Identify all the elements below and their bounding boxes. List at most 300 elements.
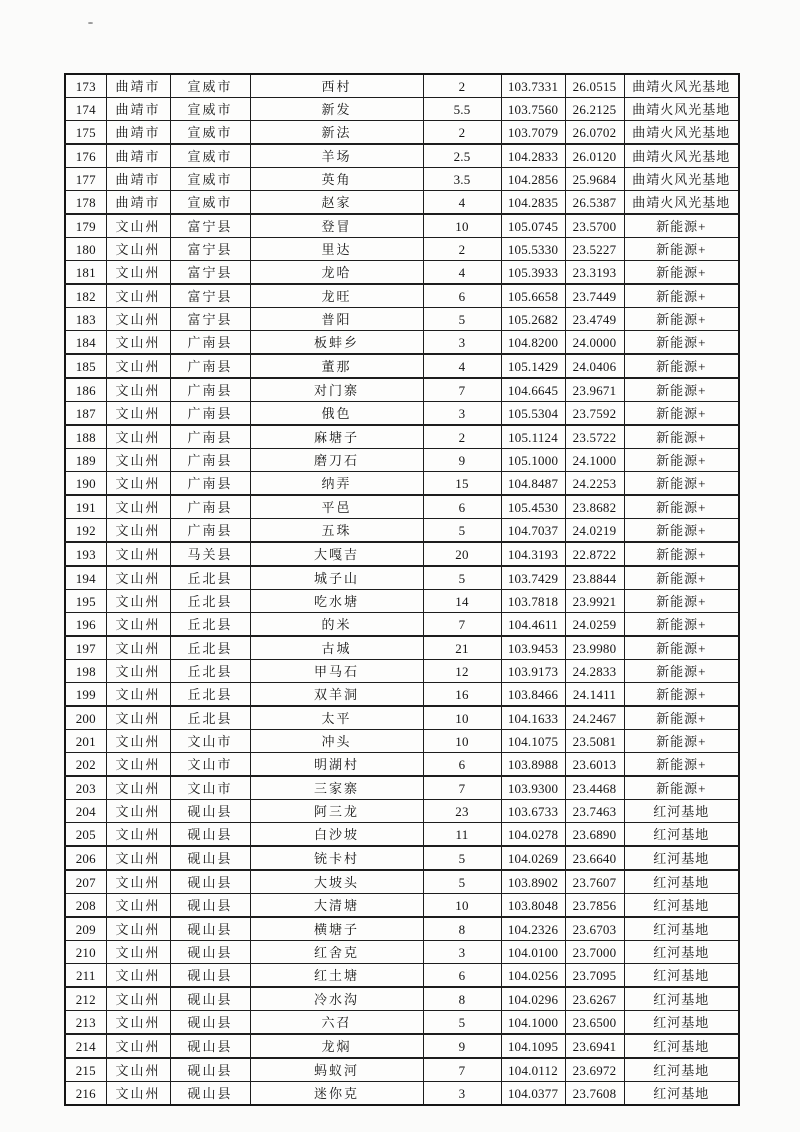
cell-site: 阿三龙 [250,800,423,823]
cell-site: 董那 [250,354,423,378]
cell-site: 吃水塘 [250,590,423,613]
cell-capacity: 7 [423,776,501,800]
cell-site: 龙焖 [250,1034,423,1058]
cell-site: 英角 [250,168,423,191]
table-row [65,613,739,637]
cell-index: 187 [65,402,106,426]
cell-county: 丘北县 [170,590,250,613]
cell-latitude: 23.7449 [565,284,624,308]
table-row [65,1034,739,1058]
table-row [65,706,739,730]
cell-county: 广南县 [170,331,250,355]
cell-longitude: 103.6733 [501,800,565,823]
cell-base: 新能源+ [624,566,739,590]
cell-county: 丘北县 [170,660,250,683]
cell-longitude: 103.7818 [501,590,565,613]
cell-site: 大清塘 [250,894,423,918]
cell-site: 平邑 [250,495,423,519]
cell-index: 197 [65,636,106,660]
table-row [65,636,739,660]
cell-capacity: 9 [423,449,501,472]
cell-latitude: 23.9980 [565,636,624,660]
cell-capacity: 7 [423,378,501,402]
cell-prefecture: 文山州 [106,495,170,519]
cell-capacity: 2 [423,74,501,98]
cell-county: 宣威市 [170,191,250,215]
cell-latitude: 23.7095 [565,964,624,988]
cell-latitude: 23.6640 [565,846,624,870]
table-row [65,378,739,402]
cell-longitude: 103.9300 [501,776,565,800]
cell-base: 新能源+ [624,378,739,402]
sites-table [64,73,740,1106]
cell-index: 174 [65,98,106,121]
cell-index: 194 [65,566,106,590]
table-row [65,308,739,331]
cell-longitude: 103.8902 [501,870,565,894]
table-row [65,144,739,168]
cell-site: 纳弄 [250,472,423,496]
cell-base: 新能源+ [624,636,739,660]
cell-latitude: 23.7592 [565,402,624,426]
cell-longitude: 104.0100 [501,941,565,964]
cell-index: 215 [65,1058,106,1082]
cell-capacity: 5 [423,1011,501,1035]
cell-prefecture: 文山州 [106,730,170,753]
cell-capacity: 7 [423,613,501,637]
table-row [65,284,739,308]
table-row [65,566,739,590]
cell-base: 红河基地 [624,823,739,847]
cell-prefecture: 文山州 [106,402,170,426]
cell-latitude: 23.3193 [565,261,624,285]
cell-latitude: 23.5700 [565,214,624,238]
table-row [65,354,739,378]
cell-index: 206 [65,846,106,870]
cell-latitude: 24.1411 [565,683,624,707]
cell-longitude: 104.0278 [501,823,565,847]
cell-base: 新能源+ [624,308,739,331]
cell-latitude: 23.6013 [565,753,624,777]
table-row [65,191,739,215]
cell-site: 板蚌乡 [250,331,423,355]
cell-base: 新能源+ [624,519,739,543]
cell-base: 红河基地 [624,941,739,964]
cell-longitude: 105.5330 [501,238,565,261]
table-row [65,449,739,472]
table-row [65,1011,739,1035]
table-row [65,402,739,426]
cell-base: 红河基地 [624,846,739,870]
cell-site: 赵家 [250,191,423,215]
cell-longitude: 104.8200 [501,331,565,355]
table-row [65,987,739,1011]
cell-longitude: 103.8466 [501,683,565,707]
cell-site: 太平 [250,706,423,730]
cell-longitude: 105.1124 [501,425,565,449]
cell-county: 广南县 [170,354,250,378]
cell-site: 的米 [250,613,423,637]
cell-latitude: 24.1000 [565,449,624,472]
cell-prefecture: 文山州 [106,354,170,378]
cell-site: 三家寨 [250,776,423,800]
cell-prefecture: 文山州 [106,519,170,543]
cell-base: 新能源+ [624,261,739,285]
cell-capacity: 15 [423,472,501,496]
cell-longitude: 105.4530 [501,495,565,519]
cell-base: 新能源+ [624,214,739,238]
cell-latitude: 23.6267 [565,987,624,1011]
table-row [65,1058,739,1082]
cell-prefecture: 文山州 [106,776,170,800]
cell-base: 新能源+ [624,542,739,566]
cell-capacity: 3 [423,1082,501,1106]
cell-prefecture: 文山州 [106,683,170,707]
cell-longitude: 103.7560 [501,98,565,121]
table-row [65,683,739,707]
cell-base: 新能源+ [624,449,739,472]
cell-index: 204 [65,800,106,823]
cell-base: 红河基地 [624,800,739,823]
cell-capacity: 5.5 [423,98,501,121]
cell-latitude: 24.0259 [565,613,624,637]
cell-county: 丘北县 [170,613,250,637]
cell-prefecture: 文山州 [106,941,170,964]
cell-site: 古城 [250,636,423,660]
cell-capacity: 3 [423,402,501,426]
cell-latitude: 23.6500 [565,1011,624,1035]
cell-site: 普阳 [250,308,423,331]
cell-prefecture: 文山州 [106,308,170,331]
table-row [65,168,739,191]
cell-capacity: 20 [423,542,501,566]
table-row [65,121,739,145]
cell-longitude: 103.9173 [501,660,565,683]
cell-capacity: 4 [423,191,501,215]
cell-base: 红河基地 [624,917,739,941]
cell-county: 砚山县 [170,846,250,870]
cell-latitude: 23.9921 [565,590,624,613]
cell-prefecture: 文山州 [106,987,170,1011]
cell-longitude: 104.1633 [501,706,565,730]
cell-base: 新能源+ [624,660,739,683]
cell-index: 173 [65,74,106,98]
cell-latitude: 23.8844 [565,566,624,590]
cell-index: 208 [65,894,106,918]
cell-latitude: 23.6703 [565,917,624,941]
cell-site: 五珠 [250,519,423,543]
cell-latitude: 23.4749 [565,308,624,331]
cell-capacity: 23 [423,800,501,823]
cell-base: 曲靖火风光基地 [624,191,739,215]
cell-longitude: 104.0256 [501,964,565,988]
table-row [65,519,739,543]
cell-county: 丘北县 [170,566,250,590]
cell-latitude: 23.6972 [565,1058,624,1082]
table-row [65,917,739,941]
cell-latitude: 23.5081 [565,730,624,753]
cell-prefecture: 文山州 [106,1058,170,1082]
cell-longitude: 104.2856 [501,168,565,191]
table-row [65,472,739,496]
cell-capacity: 3 [423,941,501,964]
cell-base: 红河基地 [624,870,739,894]
cell-prefecture: 曲靖市 [106,144,170,168]
cell-county: 砚山县 [170,1011,250,1035]
cell-base: 新能源+ [624,753,739,777]
cell-index: 195 [65,590,106,613]
cell-latitude: 23.7000 [565,941,624,964]
cell-longitude: 103.9453 [501,636,565,660]
cell-capacity: 6 [423,495,501,519]
cell-site: 红土塘 [250,964,423,988]
cell-prefecture: 文山州 [106,823,170,847]
cell-prefecture: 文山州 [106,449,170,472]
cell-longitude: 104.1000 [501,1011,565,1035]
table-row [65,214,739,238]
cell-latitude: 23.6890 [565,823,624,847]
cell-index: 209 [65,917,106,941]
cell-latitude: 26.0515 [565,74,624,98]
cell-index: 199 [65,683,106,707]
cell-county: 广南县 [170,495,250,519]
cell-longitude: 104.1075 [501,730,565,753]
sites-table-container [64,73,738,1101]
cell-county: 宣威市 [170,98,250,121]
cell-index: 193 [65,542,106,566]
cell-county: 宣威市 [170,168,250,191]
cell-latitude: 24.0000 [565,331,624,355]
cell-index: 216 [65,1082,106,1106]
cell-county: 马关县 [170,542,250,566]
cell-index: 207 [65,870,106,894]
cell-longitude: 103.8048 [501,894,565,918]
cell-county: 广南县 [170,378,250,402]
cell-prefecture: 曲靖市 [106,98,170,121]
cell-county: 宣威市 [170,74,250,98]
cell-latitude: 22.8722 [565,542,624,566]
cell-index: 212 [65,987,106,1011]
cell-capacity: 4 [423,354,501,378]
cell-site: 里达 [250,238,423,261]
cell-longitude: 105.1429 [501,354,565,378]
cell-index: 200 [65,706,106,730]
cell-capacity: 5 [423,870,501,894]
cell-site: 西村 [250,74,423,98]
cell-prefecture: 文山州 [106,472,170,496]
cell-capacity: 8 [423,987,501,1011]
cell-county: 丘北县 [170,636,250,660]
cell-base: 曲靖火风光基地 [624,121,739,145]
cell-latitude: 24.0406 [565,354,624,378]
cell-longitude: 103.7429 [501,566,565,590]
cell-base: 新能源+ [624,495,739,519]
cell-latitude: 23.7608 [565,1082,624,1106]
cell-base: 新能源+ [624,613,739,637]
cell-prefecture: 文山州 [106,542,170,566]
cell-prefecture: 文山州 [106,331,170,355]
cell-prefecture: 文山州 [106,378,170,402]
cell-index: 188 [65,425,106,449]
cell-capacity: 5 [423,566,501,590]
cell-base: 红河基地 [624,987,739,1011]
cell-base: 新能源+ [624,472,739,496]
table-row [65,800,739,823]
table-row [65,98,739,121]
table-row [65,590,739,613]
cell-county: 砚山县 [170,1058,250,1082]
cell-base: 新能源+ [624,590,739,613]
cell-capacity: 9 [423,1034,501,1058]
cell-capacity: 4 [423,261,501,285]
cell-county: 富宁县 [170,238,250,261]
cell-county: 砚山县 [170,987,250,1011]
cell-prefecture: 曲靖市 [106,191,170,215]
cell-capacity: 2 [423,121,501,145]
cell-prefecture: 文山州 [106,261,170,285]
cell-longitude: 105.3933 [501,261,565,285]
cell-prefecture: 文山州 [106,613,170,637]
cell-prefecture: 文山州 [106,1082,170,1106]
cell-county: 砚山县 [170,1034,250,1058]
cell-index: 176 [65,144,106,168]
cell-longitude: 104.0377 [501,1082,565,1106]
cell-capacity: 3.5 [423,168,501,191]
cell-capacity: 21 [423,636,501,660]
cell-site: 大坡头 [250,870,423,894]
cell-longitude: 105.6658 [501,284,565,308]
table-row [65,730,739,753]
cell-index: 175 [65,121,106,145]
cell-site: 俄色 [250,402,423,426]
cell-longitude: 104.6645 [501,378,565,402]
cell-index: 178 [65,191,106,215]
cell-base: 红河基地 [624,1011,739,1035]
cell-index: 210 [65,941,106,964]
cell-capacity: 8 [423,917,501,941]
cell-site: 龙哈 [250,261,423,285]
cell-county: 砚山县 [170,917,250,941]
cell-base: 新能源+ [624,284,739,308]
cell-site: 蚂蚁河 [250,1058,423,1082]
table-row [65,542,739,566]
cell-site: 新发 [250,98,423,121]
cell-longitude: 105.5304 [501,402,565,426]
cell-capacity: 6 [423,964,501,988]
cell-county: 富宁县 [170,261,250,285]
table-row [65,964,739,988]
cell-capacity: 3 [423,331,501,355]
table-row [65,894,739,918]
table-row [65,846,739,870]
cell-county: 丘北县 [170,683,250,707]
cell-base: 新能源+ [624,683,739,707]
cell-site: 大嘎吉 [250,542,423,566]
cell-index: 182 [65,284,106,308]
cell-base: 红河基地 [624,1058,739,1082]
table-row [65,425,739,449]
cell-index: 191 [65,495,106,519]
cell-site: 城子山 [250,566,423,590]
cell-base: 曲靖火风光基地 [624,168,739,191]
cell-county: 宣威市 [170,121,250,145]
cell-index: 202 [65,753,106,777]
cell-latitude: 23.7607 [565,870,624,894]
table-row [65,238,739,261]
cell-county: 宣威市 [170,144,250,168]
cell-latitude: 23.6941 [565,1034,624,1058]
table-row [65,495,739,519]
cell-county: 砚山县 [170,800,250,823]
cell-latitude: 23.9671 [565,378,624,402]
cell-site: 双羊洞 [250,683,423,707]
cell-prefecture: 文山州 [106,894,170,918]
cell-county: 砚山县 [170,941,250,964]
cell-county: 砚山县 [170,870,250,894]
cell-index: 189 [65,449,106,472]
cell-site: 对门寨 [250,378,423,402]
cell-base: 新能源+ [624,706,739,730]
cell-latitude: 24.2253 [565,472,624,496]
cell-prefecture: 曲靖市 [106,74,170,98]
cell-latitude: 24.0219 [565,519,624,543]
cell-index: 181 [65,261,106,285]
cell-county: 砚山县 [170,1082,250,1106]
cell-longitude: 104.0296 [501,987,565,1011]
cell-county: 广南县 [170,519,250,543]
cell-latitude: 26.2125 [565,98,624,121]
cell-longitude: 103.7079 [501,121,565,145]
cell-longitude: 105.0745 [501,214,565,238]
table-row [65,331,739,355]
cell-index: 196 [65,613,106,637]
cell-longitude: 103.8988 [501,753,565,777]
cell-county: 砚山县 [170,823,250,847]
cell-base: 红河基地 [624,1034,739,1058]
cell-capacity: 11 [423,823,501,847]
cell-site: 登冒 [250,214,423,238]
cell-longitude: 104.0269 [501,846,565,870]
table-row [65,261,739,285]
cell-longitude: 105.2682 [501,308,565,331]
cell-prefecture: 文山州 [106,1011,170,1035]
cell-longitude: 105.1000 [501,449,565,472]
cell-county: 富宁县 [170,308,250,331]
cell-index: 180 [65,238,106,261]
cell-latitude: 23.7856 [565,894,624,918]
cell-prefecture: 曲靖市 [106,168,170,191]
cell-longitude: 104.2326 [501,917,565,941]
cell-site: 红舍克 [250,941,423,964]
cell-latitude: 23.5722 [565,425,624,449]
cell-index: 198 [65,660,106,683]
cell-site: 冲头 [250,730,423,753]
cell-county: 文山市 [170,776,250,800]
cell-index: 214 [65,1034,106,1058]
cell-index: 205 [65,823,106,847]
cell-index: 203 [65,776,106,800]
cell-latitude: 25.9684 [565,168,624,191]
cell-capacity: 10 [423,214,501,238]
cell-base: 红河基地 [624,1082,739,1106]
cell-site: 白沙坡 [250,823,423,847]
table-row [65,74,739,98]
cell-capacity: 2 [423,425,501,449]
cell-capacity: 10 [423,894,501,918]
cell-prefecture: 文山州 [106,590,170,613]
cell-prefecture: 文山州 [106,214,170,238]
cell-county: 文山市 [170,753,250,777]
